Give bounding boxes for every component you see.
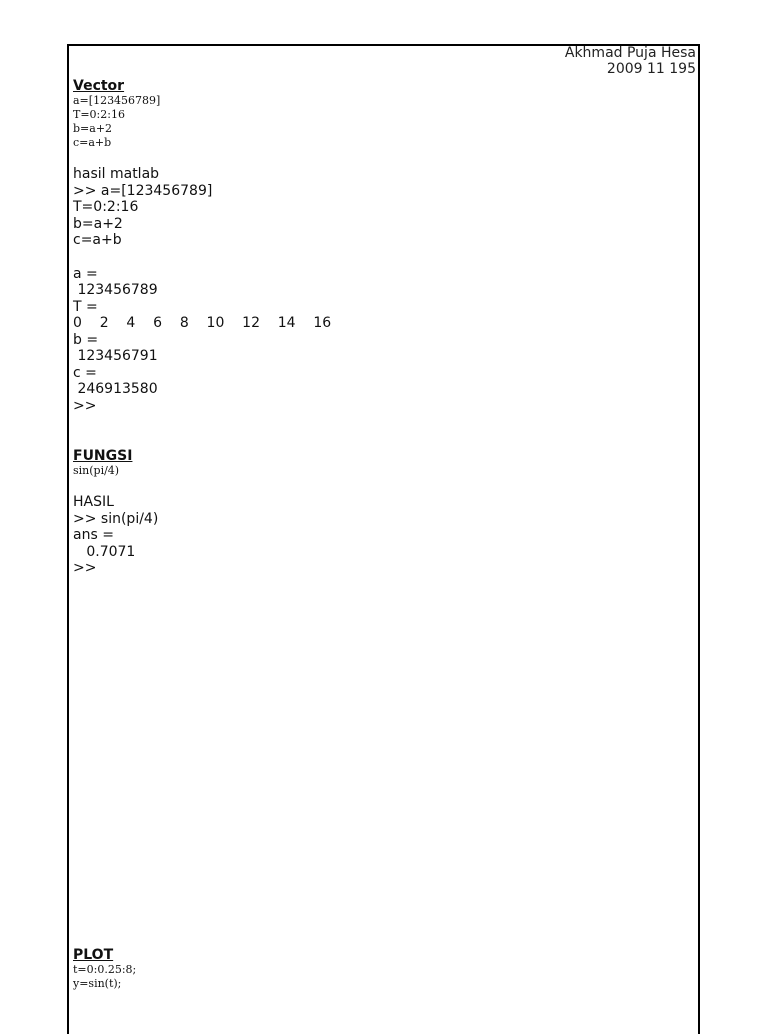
vector-output-line: c = (73, 364, 97, 381)
vector-code-line: b=a+2 (73, 122, 113, 135)
vector-result-label: hasil matlab (73, 166, 160, 182)
plot-code-line: t=0:0.25:8; (73, 962, 137, 976)
vector-code-line: T=0:2:16 (73, 108, 125, 121)
fungsi-code-line: sin(pi/4) (73, 464, 120, 477)
vector-session-line: c=a+b (73, 232, 122, 248)
vector-output-line: a = (73, 265, 98, 282)
plot-code-line: y=sin(t); (73, 976, 122, 990)
fungsi-output-line: ans = (73, 527, 114, 543)
vector-output-line: 123456789 (73, 282, 158, 298)
fungsi-output-line: >> (73, 560, 97, 576)
vector-output-line: 123456791 (73, 348, 158, 364)
fungsi-section (73, 448, 673, 577)
document-content (73, 78, 673, 991)
fungsi-output-line: 0.7071 (73, 543, 136, 560)
vector-output-line: 0 2 4 6 8 10 12 14 16 (73, 315, 332, 331)
vector-code-line: a=[123456789] (73, 94, 161, 107)
student-id: 2009 11 195 (606, 61, 696, 77)
vector-session-line: b=a+2 (73, 215, 123, 232)
fungsi-heading: FUNGSI (73, 448, 133, 464)
vector-output-line: T = (73, 298, 98, 315)
vector-output-line: >> (73, 397, 97, 414)
vector-session-line: >> a=[123456789] (73, 182, 213, 199)
vector-session-line: T=0:2:16 (73, 199, 139, 215)
fungsi-result-label: HASIL (73, 494, 114, 510)
author-block (565, 45, 696, 77)
fungsi-output-line: >> sin(pi/4) (73, 510, 159, 527)
plot-section (73, 947, 673, 991)
vector-output-line: 246913580 (73, 381, 158, 397)
vector-section (73, 78, 673, 414)
author-name: Akhmad Puja Hesa (564, 45, 696, 61)
plot-heading: PLOT (73, 946, 114, 963)
vector-code-line: c=a+b (73, 136, 112, 149)
vector-output-line: b = (73, 331, 99, 348)
vector-heading: Vector (73, 78, 125, 94)
